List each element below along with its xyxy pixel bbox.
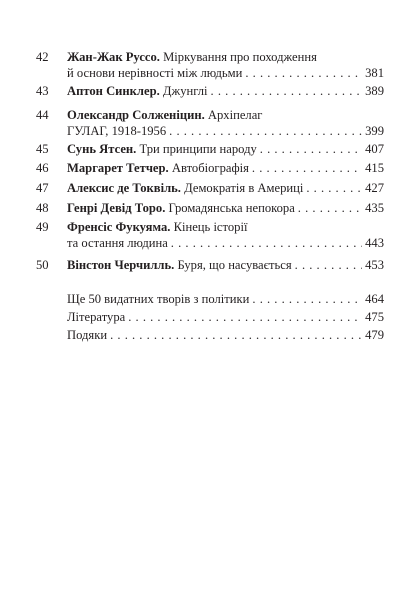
entry-number: 49: [36, 220, 49, 234]
entry-page-number: 443: [365, 236, 384, 250]
entry-number: 48: [36, 201, 49, 215]
entry-title: Демократія в Америці: [184, 181, 304, 195]
entry-title-continued: ГУЛАГ, 1918-1956: [67, 124, 167, 138]
dot-leader: [211, 83, 363, 99]
entry-title: Громадянська непокора: [168, 201, 295, 215]
entry-title: Джунглі: [162, 84, 208, 98]
entry-number: 45: [36, 142, 49, 156]
entry-number: 47: [36, 181, 49, 195]
entry-title: Архіпелаг: [207, 108, 263, 122]
entry-page-number: 407: [365, 142, 384, 156]
entry-title: Автобіографія: [171, 161, 249, 175]
entry-author: Маргарет Тетчер.: [67, 161, 169, 175]
entry-page-number: 415: [365, 161, 384, 175]
entry-number: 44: [36, 108, 49, 122]
entry-author: Генрі Девід Торо.: [67, 201, 166, 215]
entry-author: Френсіс Фукуяма.: [67, 220, 171, 234]
entry-number: 46: [36, 161, 49, 175]
entry-author: Аптон Синклер.: [67, 84, 160, 98]
back-matter-page-number: 464: [365, 292, 384, 306]
dot-leader: [306, 180, 362, 196]
dot-leader: [252, 291, 362, 307]
dot-leader: [110, 327, 362, 343]
toc-entry-bibliography[interactable]: [67, 309, 384, 325]
back-matter-page-number: 479: [365, 328, 384, 342]
entry-number: 42: [36, 50, 49, 64]
entry-title: Буря, що насувається: [177, 258, 292, 272]
entry-title: Міркування про походження: [163, 50, 317, 64]
entry-author: Алексис де Токвіль.: [67, 181, 181, 195]
back-matter-label: Подяки: [67, 328, 108, 342]
entry-page-number: 399: [365, 124, 384, 138]
entry-number: 43: [36, 84, 49, 98]
entry-author: Сунь Ятсен.: [67, 142, 137, 156]
entry-page-number: 381: [365, 66, 384, 80]
entry-author: Жан-Жак Руссо.: [67, 50, 160, 64]
entry-title: Кінець історії: [173, 220, 248, 234]
entry-page-number: 453: [365, 258, 384, 272]
dot-leader: [169, 123, 362, 139]
dot-leader: [171, 235, 362, 251]
dot-leader: [252, 160, 362, 176]
back-matter-label: Ще 50 видатних творів з політики: [67, 292, 250, 306]
toc-entry-further-reading[interactable]: [67, 291, 384, 307]
entry-page-number: 435: [365, 201, 384, 215]
dot-leader: [245, 65, 362, 81]
dot-leader: [298, 200, 362, 216]
dot-leader: [260, 141, 362, 157]
back-matter-page-number: 475: [365, 310, 384, 324]
dot-leader: [295, 257, 362, 273]
entry-number: 50: [36, 258, 49, 272]
entry-page-number: 389: [365, 84, 384, 98]
dot-leader: [128, 309, 362, 325]
entry-title: Три принципи народу: [139, 142, 257, 156]
back-matter-label: Література: [67, 310, 126, 324]
entry-page-number: 427: [365, 181, 384, 195]
entry-author: Вінстон Черчилль.: [67, 258, 175, 272]
entry-author: Олександр Солженіцин.: [67, 108, 205, 122]
entry-title-continued: та остання людина: [67, 236, 168, 250]
toc-entry-acknowledgements[interactable]: [67, 327, 384, 343]
entry-title-continued: й основи нерівності між людьми: [67, 66, 243, 80]
